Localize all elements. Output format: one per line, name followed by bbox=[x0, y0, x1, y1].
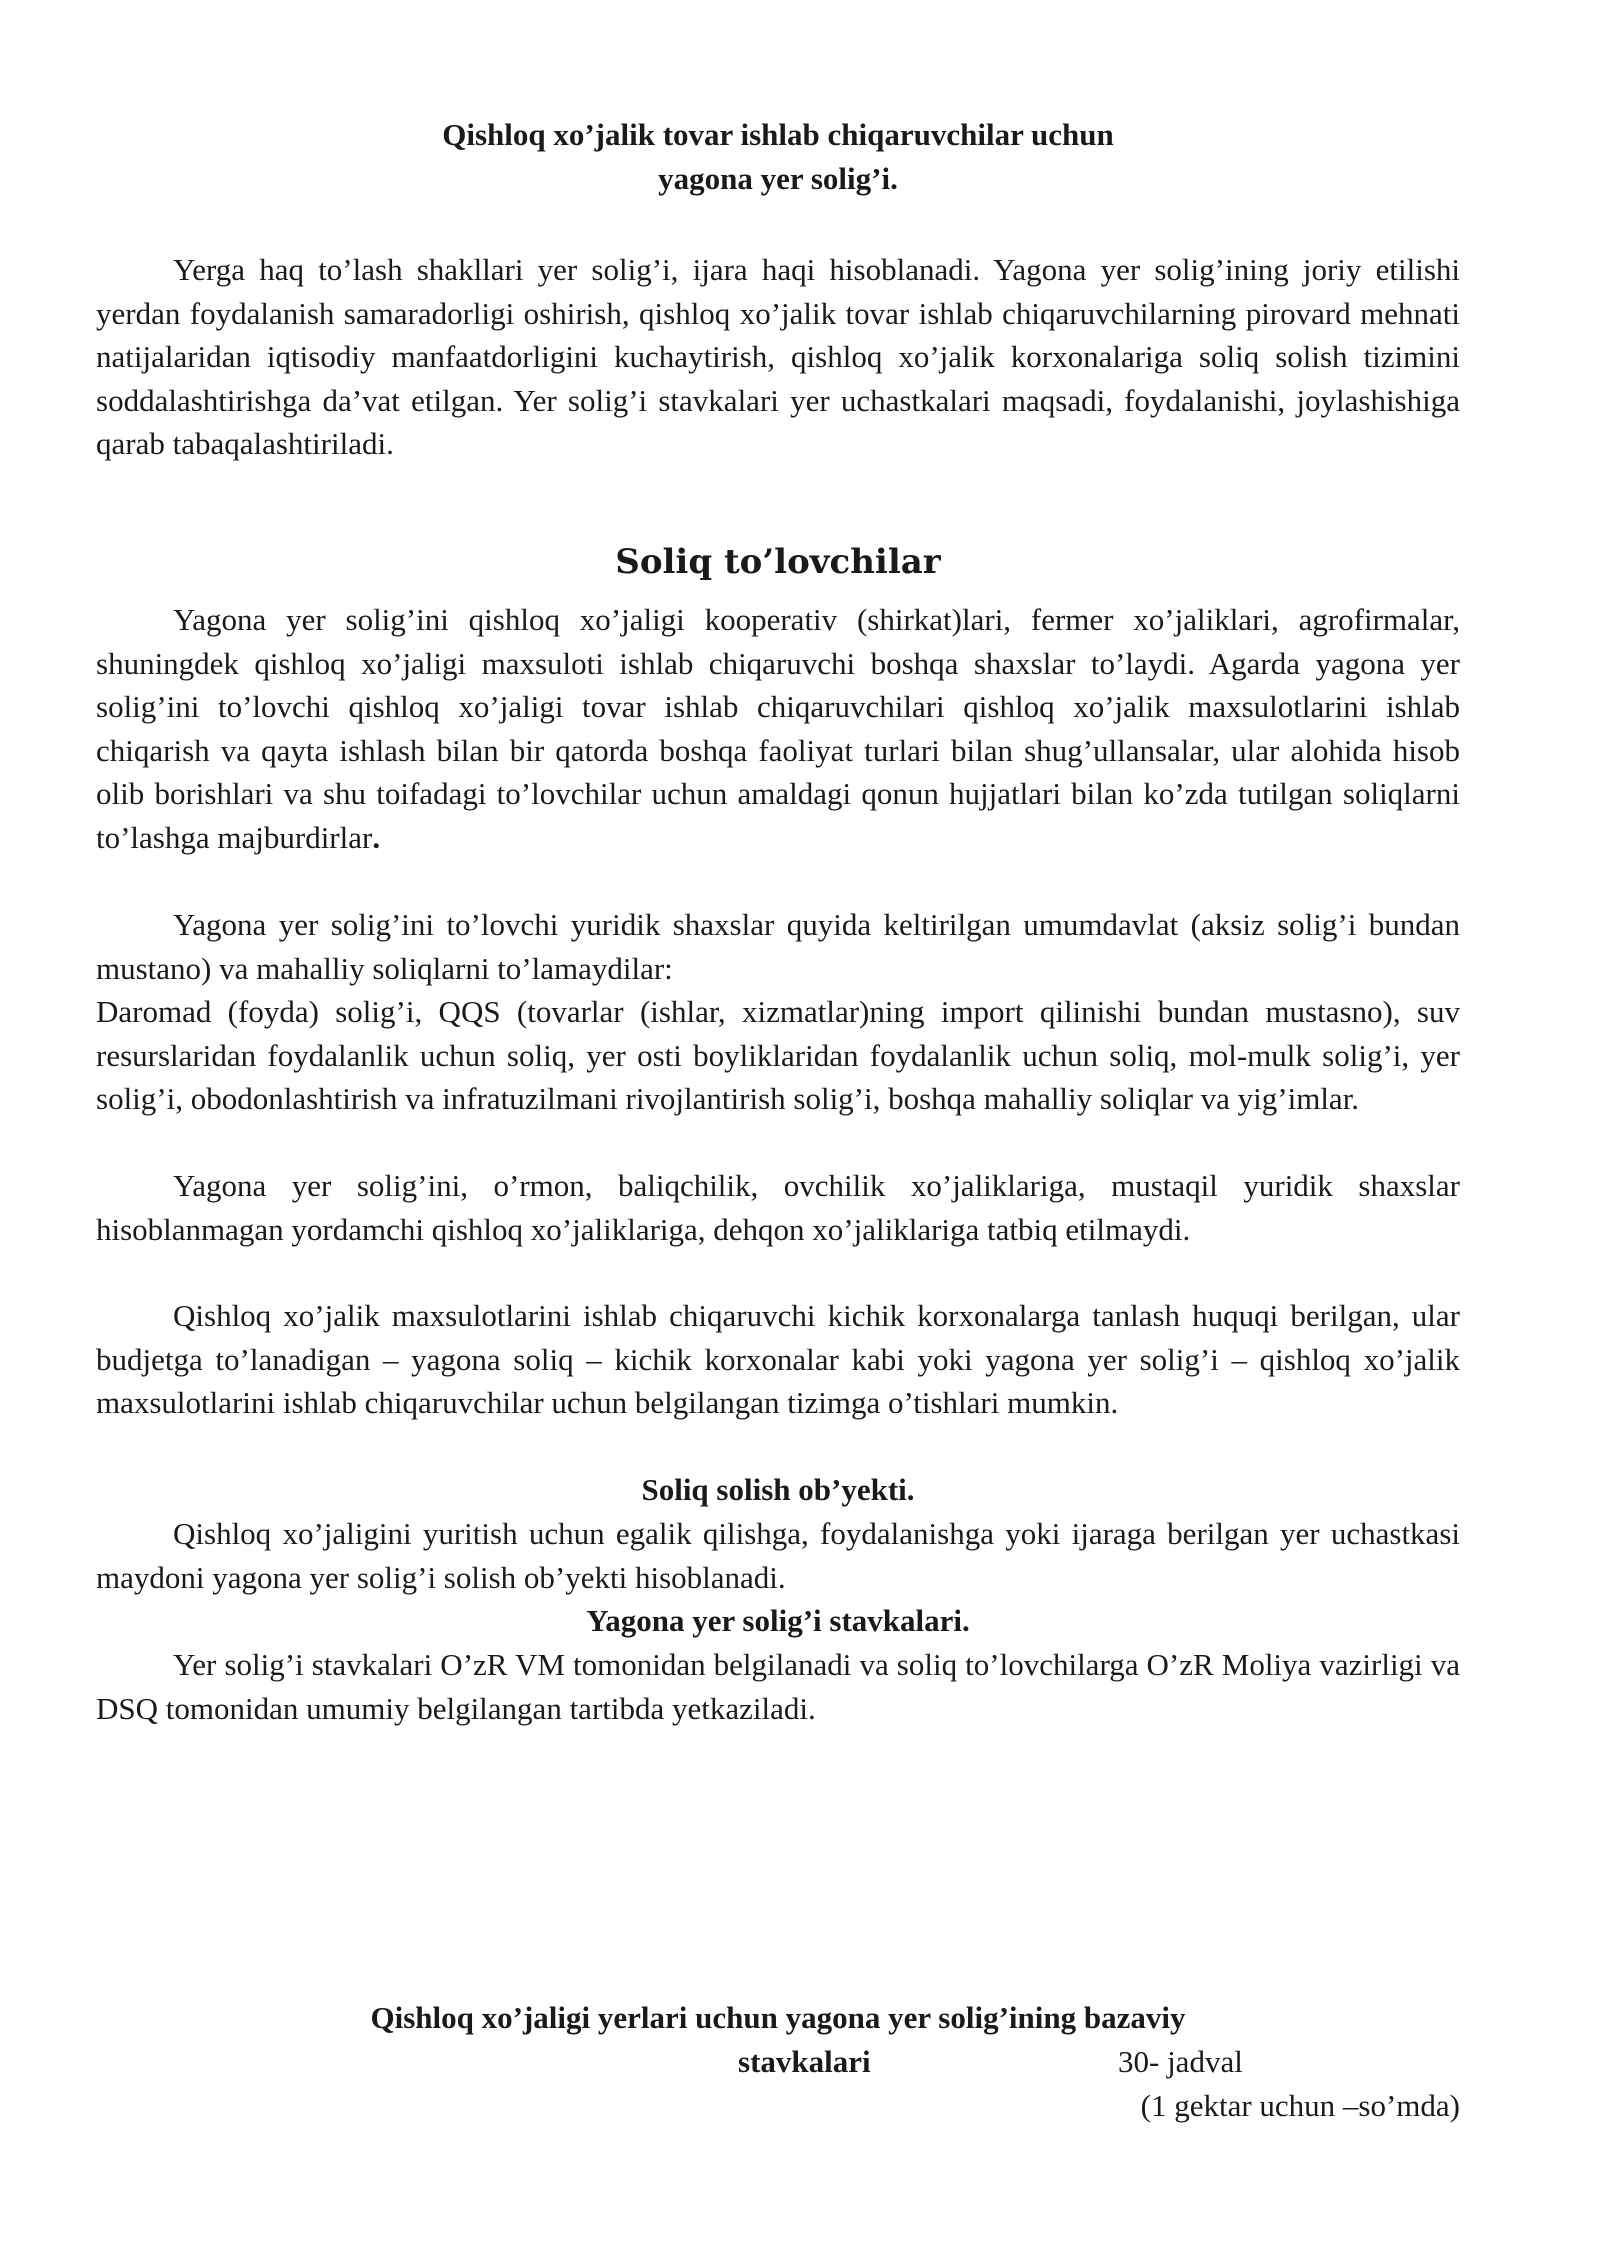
rates-heading: Yagona yer solig’i stavkalari. bbox=[586, 1603, 970, 1638]
document-title bbox=[96, 113, 1460, 200]
table-title-line-2: stavkalari bbox=[738, 2044, 871, 2079]
title-line-2: yagona yer solig’i. bbox=[658, 160, 898, 196]
taxpayers-heading: Soliq to’lovchilar bbox=[615, 542, 941, 582]
taxpayers-paragraph-1 bbox=[96, 598, 1460, 860]
taxpayers-paragraph-1-end: . bbox=[372, 819, 381, 855]
taxpayers-paragraph-3: Daromad (foyda) solig’i, QQS (tovarlar (ishlar, xizmatlar)ning import qilinishi bundan mustasno), suv resurslaridan foydalanlik uchun soliq, yer osti boyliklaridan foydalanlik uchun soliq, mol-mulk solig’i, yer solig’i, obodonlashtirish va infratuzilmani rivojlantirish solig’i, boshqa mahalliy soliqlar va yig’imlar. bbox=[96, 994, 1460, 1117]
intro-paragraph: Yerga haq to’lash shakllari yer solig’i, ijara haqi hisoblanadi. Yagona yer solig’ining joriy etilishi yerdan foydalanish samaradorligi oshirish, qishloq xo’jalik tovar ishlab chiqaruvchilarning pirovard mehnati natijalaridan iqtisodiy manfaatdorligini kuchaytirish, qishloq xo’jalik korxonalariga soliq solish tizimini soddalashtirishga da’vat etilgan. Yer solig’i stavkalari yer uchastkalari maqsadi, foydalanishi, joylashishiga qarab tabaqalashtiriladi. bbox=[96, 252, 1460, 462]
object-paragraph: Qishloq xo’jaligini yuritish uchun egalik qilishga, foydalanishga yoki ijaraga berilgan yer uchastkasi maydoni yagona yer solig’i solish ob’yekti hisoblanadi. bbox=[96, 1516, 1460, 1595]
taxpayers-paragraph-4: Yagona yer solig’ini, o’rmon, baliqchilik, ovchilik xo’jaliklariga, mustaqil yuridik shaxslar hisoblanmagan yordamchi qishloq xo’jaliklariga, dehqon xo’jaliklariga tatbiq etilmaydi. bbox=[96, 1168, 1460, 1247]
taxpayers-paragraph-2: Yagona yer solig’ini to’lovchi yuridik shaxslar quyida keltirilgan umumdavlat (aksiz solig’i bundan mustano) va mahalliy soliqlarni to’lamaydilar: bbox=[96, 907, 1460, 986]
taxpayers-paragraph-1-text: Yagona yer solig’ini qishloq xo’jaligi kooperativ (shirkat)lari, fermer xo’jaliklari, agrofirmalar, shuningdek qishloq xo’jaligi maxsuloti ishlab chiqaruvchi boshqa shaxslar to’laydi. Agarda yagona yer solig’ini to’lovchi qishloq xo’jaligi tovar ishlab chiqaruvchilari qishloq xo’jalik maxsulotlarini ishlab chiqarish va qayta ishlash bilan bir qatorda boshqa faoliyat turlari bilan shug’ullansalar, ular alohida hisob olib borishlari va shu toifadagi to’lovchilar uchun amaldagi qonun hujjatlari bilan ko’zda tutilgan soliqlarni to’lashga majburdirlar bbox=[96, 602, 1460, 855]
table-title: Qishloq xo’jaligi yerlari uchun yagona yer solig’ining bazaviy bbox=[370, 2000, 1186, 2035]
rates-paragraph: Yer solig’i stavkalari O’zR VM tomonidan belgilanadi va soliq to’lovchilarga O’zR Moliya vazirligi va DSQ tomonidan umumiy belgilangan tartibda yetkaziladi. bbox=[96, 1647, 1460, 1726]
unit-note: (1 gektar uchun –so’mda) bbox=[1140, 2088, 1460, 2123]
object-heading: Soliq solish ob’yekti. bbox=[641, 1472, 915, 1507]
table-number: 30- jadval bbox=[1118, 2044, 1243, 2079]
taxpayers-paragraph-5: Qishloq xo’jalik maxsulotlarini ishlab chiqaruvchi kichik korxonalarga tanlash huquqi berilgan, ular budjetga to’lanadigan – yagona soliq – kichik korxonalar kabi yoki yagona yer solig’i – qishloq xo’jalik maxsulotlarini ishlab chiqaruvchilar uchun belgilangan tizimga o’tishlari mumkin. bbox=[96, 1298, 1460, 1421]
title-line-1: Qishloq xo’jalik tovar ishlab chiqaruvchilar uchun bbox=[442, 117, 1114, 152]
